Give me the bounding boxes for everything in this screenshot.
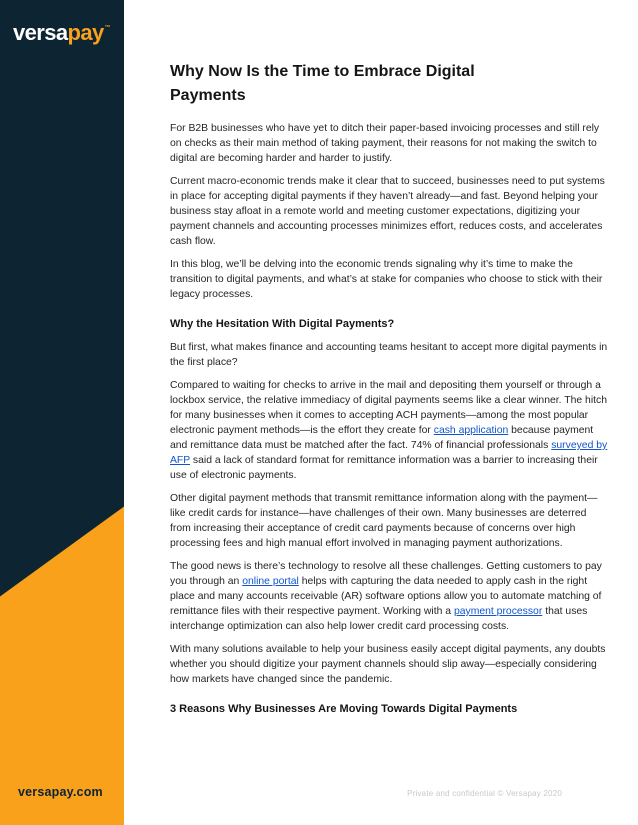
paragraph-many-solutions: With many solutions available to help your business easily accept digital payments, any doubts whether you should digitize your payment channels should slip away—especially considering how markets have changed since the pandemic. <box>170 644 606 685</box>
paragraph-blog-overview: In this blog, we’ll be delving into the economic trends signaling why it’s time to make the transition to digital payments, and what’s at stake for companies who choose to stick with their legacy processes. <box>170 259 603 300</box>
sidebar-diagonal-accent <box>0 0 124 825</box>
footer-site-url: versapay.com <box>18 785 103 799</box>
paragraph-segment: Compared to waiting for checks to arrive in the mail and depositing them yourself or through a lockbox service, the relative immediacy of digital payments seems like a clear winner. The hitch for many businesses when it comes to accepting ACH payments—among the most popular electronic payment methods—is the effort they create for <box>170 380 607 436</box>
cash-application-link[interactable]: cash application <box>433 425 509 436</box>
paragraph-segment: The good news is there’s technology to resolve all these challenges. Getting customers to pay you through an <box>170 561 602 587</box>
surveyed-by-afp-link[interactable]: surveyed by AFP <box>170 440 608 466</box>
paragraph-segment: said a lack of standard format for remittance information was a barrier to increasing their use of electronic payments. <box>170 455 598 481</box>
logo-trademark-icon: ™ <box>104 25 111 31</box>
page-title: Why Now Is the Time to Embrace Digital Payments <box>170 63 475 104</box>
sidebar <box>0 0 124 825</box>
paragraph-segment: helps with capturing the data needed to apply cash in the right place and many accounts receivable (AR) software options allow you to automate matching of remittance files with their respective payment. Working with a <box>170 576 602 617</box>
paragraph-intro: For B2B businesses who have yet to ditch their paper-based invoicing processes and still rely on checks as their main method of taking payment, their reasons for not making the switch to digital are becoming harder and harder to justify. <box>170 123 600 164</box>
versapay-logo <box>13 20 109 46</box>
paragraph-segment: because payment and remittance data must be matched after the fact. 74% of financial professionals <box>170 425 594 451</box>
paragraph-macro-trends: Current macro-economic trends make it clear that to succeed, businesses need to put systems in place for accepting digital payments if they haven’t already—and fast. Beyond helping your business stay afloat in a remote world and meeting customer expectations, digitizing your payment channels and accounting processes minimizes effort, reduces costs, and accelerates cash flow. <box>170 176 605 247</box>
logo-text-pay: pay <box>67 20 104 45</box>
paragraph-but-first: But first, what makes finance and accounting teams hesitant to accept more digital payments in the first place? <box>170 342 608 368</box>
footer-legal: Private and confidential © Versapay 2020 <box>407 789 562 798</box>
section-heading-3-reasons: 3 Reasons Why Businesses Are Moving Towards Digital Payments <box>170 703 518 715</box>
paragraph-segment: that uses interchange optimization can also help lower credit card processing costs. <box>170 606 588 632</box>
online-portal-link[interactable]: online portal <box>242 576 299 587</box>
logo-text-versa: versa <box>13 20 68 45</box>
article-content <box>170 60 608 725</box>
payment-processor-link[interactable]: payment processor <box>453 606 543 617</box>
paragraph-credit-card-challenges: Other digital payment methods that transmit remittance information along with the payment—like credit cards for instance—have challenges of their own. Many businesses are deterred from increasing their acceptance of credit card payments because of concerns over high processing fees and high manual effort involved in managing payment authorizations. <box>170 493 598 549</box>
section-heading-hesitation: Why the Hesitation With Digital Payments? <box>170 318 395 330</box>
paragraph-good-news <box>170 559 608 634</box>
paragraph-ach-challenges <box>170 378 608 483</box>
